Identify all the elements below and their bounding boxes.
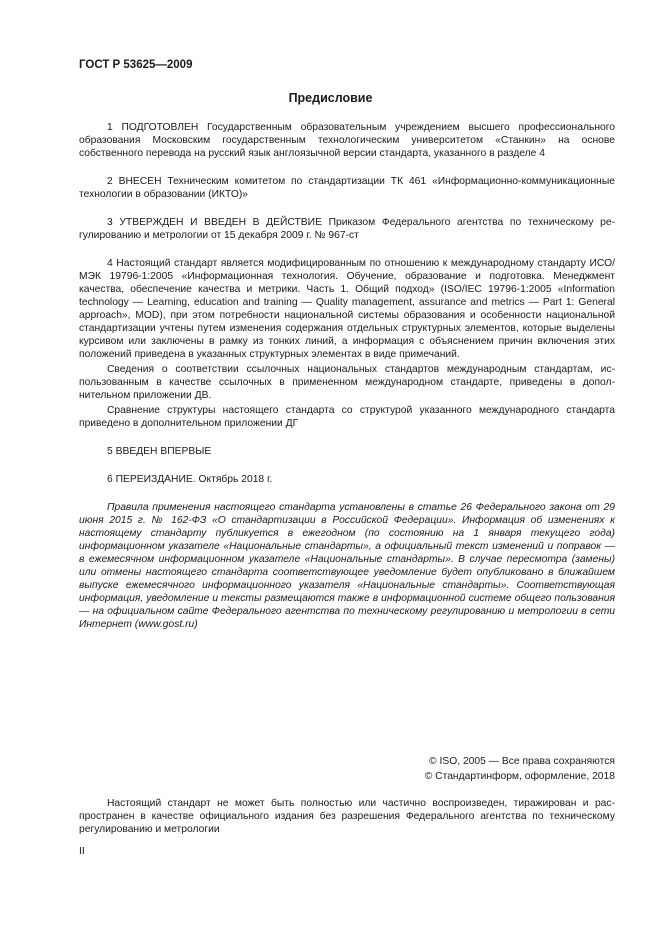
copyright-standartinform: © Стандартинформ, оформление, 2018 bbox=[424, 771, 615, 782]
page-title: Предисловие bbox=[288, 91, 373, 105]
page-number: II bbox=[79, 846, 85, 857]
paragraph-first-introduced: 5 ВВЕДЕН ВПЕРВЫЕ bbox=[107, 446, 212, 457]
paragraph-comparison: Сравнение структуры настоящего стандарта со структурой указанного международного стандарта приведено в дополнительном приложении ДГ bbox=[79, 405, 615, 429]
paragraph-introduced: 2 ВНЕСЕН Техническим комитетом по стандартизации ТК 461 «Информационно-коммуникационные технологии в образовании (ИКТО)» bbox=[79, 176, 615, 200]
rules-note: Правила применения настоящего стандарта установлены в статье 26 Федерального закона от 29 июня 2015 г. № 162-ФЗ «О стандартизации в Российской Федерации». Информация об изменениях к настоящему стандарту публикуется в ежегодном (по состоянию на 1 января текущего года) информационном указателе «Национальные стандарты», а официальный текст изменений и поправок — в ежемесячном информационном указателе «Национальные стандарты». В случае пересмотра (замены) или отмены настоящего стандарта соответствующее уведомление будет опубликовано в ближайшем выпуске ежемесячного информационного указателя «Национальные стандарты». Соответствующая информация, уведомление и тексты размещаются также в информационной системе общего пользования — на официальном сайте Федерального агентства по техническому регулированию и метрологии в сети Интернет (www.gost.ru) bbox=[79, 502, 615, 630]
paragraph-prepared: 1 ПОДГОТОВЛЕН Государственным образовательным учреждением высшего профессионального образования Московским государственным технологическим университетом «Станкин» на основе собственного перевода на русский язык англоязычной версии стандарта, указанного в разделе 4 bbox=[79, 122, 615, 159]
paragraph-approved: 3 УТВЕРЖДЕН И ВВЕДЕН В ДЕЙСТВИЕ Приказом Федерального агентства по техническому регулированию и метрологии от 15 декабря 2009 г. № 967-ст bbox=[79, 217, 615, 241]
foreword-body bbox=[79, 121, 615, 631]
standard-designation: ГОСТ Р 53625—2009 bbox=[79, 59, 193, 71]
paragraph-reissue: 6 ПЕРЕИЗДАНИЕ. Октябрь 2018 г. bbox=[107, 474, 273, 485]
copyright-iso: © ISO, 2005 — Все права сохраняются bbox=[429, 756, 615, 767]
paragraph-modified: 4 Настоящий стандарт является модифицированным по отношению к международному стандарту ИСО/МЭК 19796-1:2005 «Информационная технология. Обучение, образование и подготовка. Менеджмент качества, обеспечение качества и метрики. Часть 1. Общий подход» (ISO/IEC 19796-1:2005 «Information technology — Learning, education and training — Quality management, assurance and metrics — Part 1: General approach», MOD), при этом потребности национальной системы образования и особенности национальной стандартизации учтены путем изменения содержания отдельных структурных элементов, которые выделены курсивом или заключены в рамку из тонких линий, а информация с объяснением причин включения этих положений приведена в указанных структурных элементах в виде примечаний. bbox=[79, 258, 615, 360]
reproduction-notice: Настоящий стандарт не может быть полностью или частично воспроизведен, тиражирован и распространен в качестве официального издания без разрешения Федерального агентства по техническому регулированию и метрологии bbox=[79, 798, 615, 835]
copyright-block bbox=[425, 754, 615, 784]
paragraph-references: Сведения о соответствии ссылочных национальных стандартов международным стандартам, использованным в качестве ссылочных в примененном международном стандарте, приведены в дополнительном приложении ДВ. bbox=[79, 364, 615, 401]
